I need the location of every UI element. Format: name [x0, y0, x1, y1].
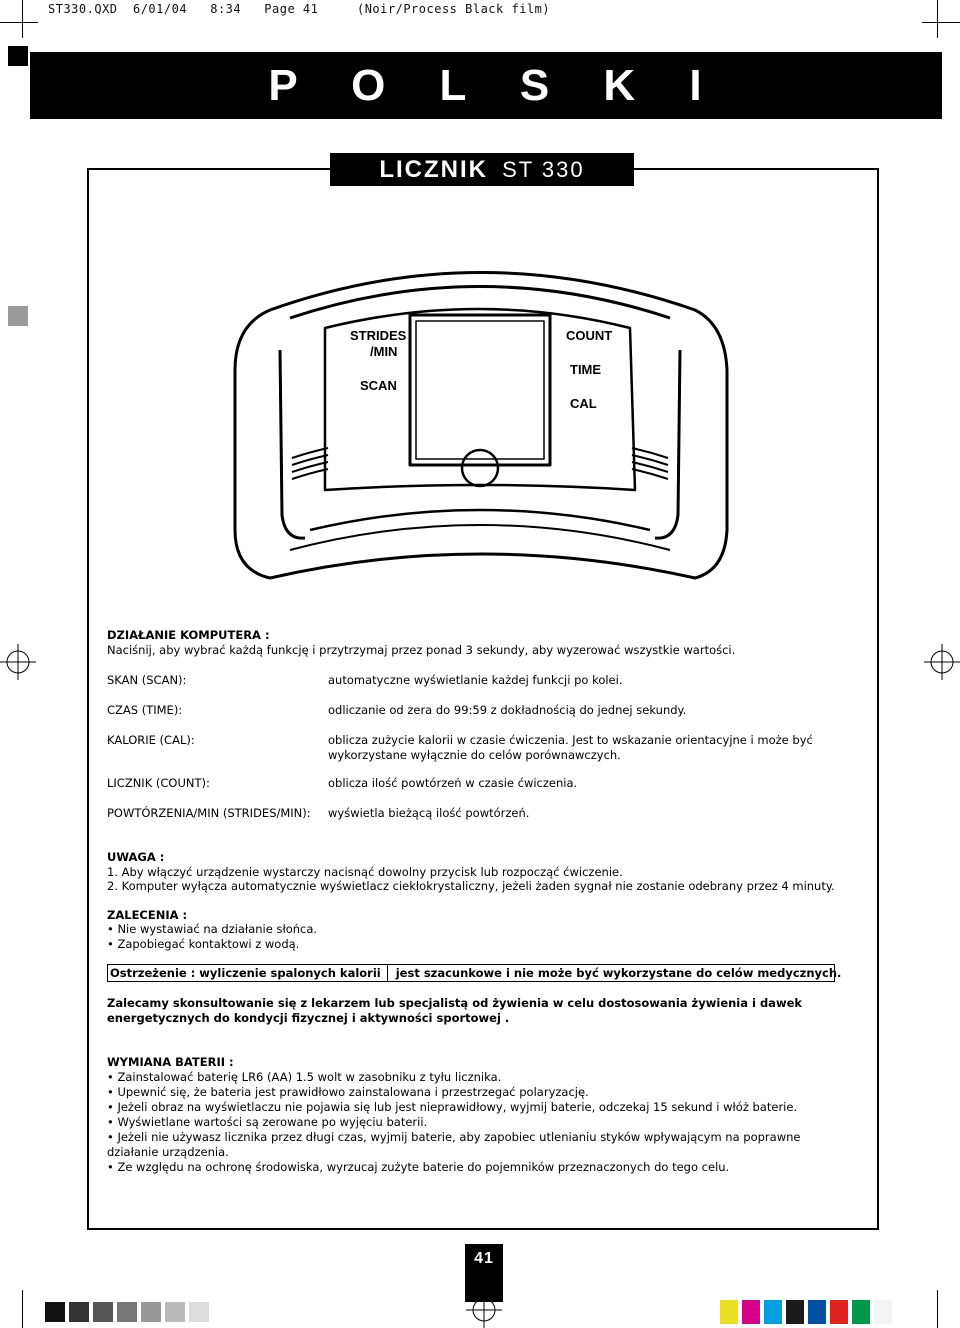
grey-swatch [141, 1302, 161, 1322]
warning-separator [387, 965, 388, 981]
function-desc-count: oblicza ilość powtórzeń w czasie ćwiczenia. [328, 776, 578, 790]
console-label-time: TIME [570, 362, 602, 377]
console-label-cal: CAL [570, 396, 597, 411]
crop-mark [0, 22, 38, 23]
battery-list [107, 1070, 852, 1175]
recommendations-list [107, 922, 317, 952]
function-term-count: LICZNIK (COUNT): [107, 776, 210, 790]
product-title: LICZNIK [379, 156, 488, 183]
language-header-title: P O L S K I [268, 61, 704, 110]
product-model: ST 330 [502, 157, 585, 182]
console-illustration [230, 200, 730, 610]
crop-mark [937, 1290, 938, 1328]
color-swatch [808, 1300, 826, 1324]
recommendations-heading: ZALECENIA : [107, 908, 188, 922]
function-desc-cal: oblicza zużycie kalorii w czasie ćwiczenia. Jest to wskazanie orientacyjne i może być wykorzystane wyłącznie do celów porównawczych. [328, 733, 813, 762]
color-swatch [874, 1300, 892, 1324]
registration-square-grey [8, 306, 28, 326]
operation-intro: Naciśnij, aby wybrać każdą funkcję i przytrzymaj przez ponad 3 sekundy, aby wyzerować wszystkie wartości. [107, 643, 736, 657]
function-term-scan: SKAN (SCAN): [107, 673, 187, 687]
recommendation-item: • Nie wystawiać na działanie słońca. [107, 922, 317, 937]
grey-swatch [93, 1302, 113, 1322]
color-swatch [764, 1300, 782, 1324]
registration-mark-icon [924, 644, 960, 680]
registration-square [8, 46, 28, 66]
battery-heading: WYMIANA BATERII : [107, 1055, 234, 1069]
operation-heading: DZIAŁANIE KOMPUTERA : [107, 628, 270, 642]
function-term-time: CZAS (TIME): [107, 703, 183, 717]
registration-mark-icon [0, 644, 36, 680]
file-slug: ST330.QXD 6/01/04 8:34 Page 41 (Noir/Process Black film) [48, 2, 551, 16]
console-label-count: COUNT [566, 328, 613, 343]
warning-box [107, 964, 842, 982]
crop-mark [22, 1290, 23, 1328]
grey-swatch [189, 1302, 209, 1322]
battery-item: • Jeżeli obraz na wyświetlaczu nie pojawia się lub jest nieprawidłowy, wyjmij baterie, odczekaj 15 sekund i włóż baterie. [107, 1100, 852, 1115]
note-item: 2. Komputer wyłącza automatycznie wyświetlacz ciekłokrystaliczny, jeżeli żaden sygnał nie zostanie odebrany przez 4 minuty. [107, 879, 835, 893]
page-number: 41 [465, 1244, 503, 1302]
battery-item: • Wyświetlane wartości są zerowane po wyjęciu baterii. [107, 1115, 852, 1130]
color-swatch [830, 1300, 848, 1324]
crop-mark [922, 22, 960, 23]
battery-item: • Ze względu na ochronę środowiska, wyrzucaj zużyte baterie do pojemników przeznaczonych do tego celu. [107, 1160, 852, 1175]
battery-item: • Upewnić się, że bateria jest prawidłowo zainstalowana i przestrzegać polaryzację. [107, 1085, 852, 1100]
function-term-cal: KALORIE (CAL): [107, 733, 195, 747]
function-desc-scan: automatyczne wyświetlanie każdej funkcji po kolei. [328, 673, 623, 687]
color-swatch [852, 1300, 870, 1324]
note-heading: UWAGA : [107, 850, 165, 864]
battery-item: • Zainstalować baterię LR6 (AA) 1.5 wolt w zasobniku z tyłu licznika. [107, 1070, 852, 1085]
color-swatch [742, 1300, 760, 1324]
grey-swatch [69, 1302, 89, 1322]
function-desc-time: odliczanie od zera do 99:59 z dokładnością do jednej sekundy. [328, 703, 687, 717]
color-swatch [786, 1300, 804, 1324]
crop-mark [937, 0, 938, 38]
crop-mark [22, 0, 23, 38]
grey-swatch [45, 1302, 65, 1322]
warning-right: jest szacunkowe i nie może być wykorzystane do celów medycznych. [395, 966, 842, 980]
grey-swatch [165, 1302, 185, 1322]
product-title-box [330, 153, 634, 186]
grey-swatch [117, 1302, 137, 1322]
function-desc-strides: wyświetla bieżącą ilość powtórzeń. [328, 806, 530, 820]
console-label-strides: STRIDES [350, 328, 407, 343]
function-term-strides: POWTÓRZENIA/MIN (STRIDES/MIN): [107, 806, 311, 820]
color-swatch [720, 1300, 738, 1324]
note-item: 1. Aby włączyć urządzenie wystarczy nacisnąć dowolny przycisk lub rozpocząć ćwiczenie. [107, 865, 623, 879]
console-label-scan: SCAN [360, 378, 397, 393]
recommendation-item: • Zapobiegać kontaktowi z wodą. [107, 937, 317, 952]
battery-item: • Jeżeli nie używasz licznika przez długi czas, wyjmij baterie, aby zapobiec utlenianiu styków wpływającym na poprawne działanie urządzenia. [107, 1130, 852, 1160]
console-label-min: /MIN [370, 344, 398, 359]
medical-advice: Zalecamy skonsultowanie się z lekarzem lub specjalistą od żywienia w celu dostosowania żywienia i dawek energetycznych do kondycji fizycznej i aktywności sportowej . [107, 996, 803, 1025]
warning-left: Ostrzeżenie : wyliczenie spalonych kalorii [110, 966, 381, 980]
